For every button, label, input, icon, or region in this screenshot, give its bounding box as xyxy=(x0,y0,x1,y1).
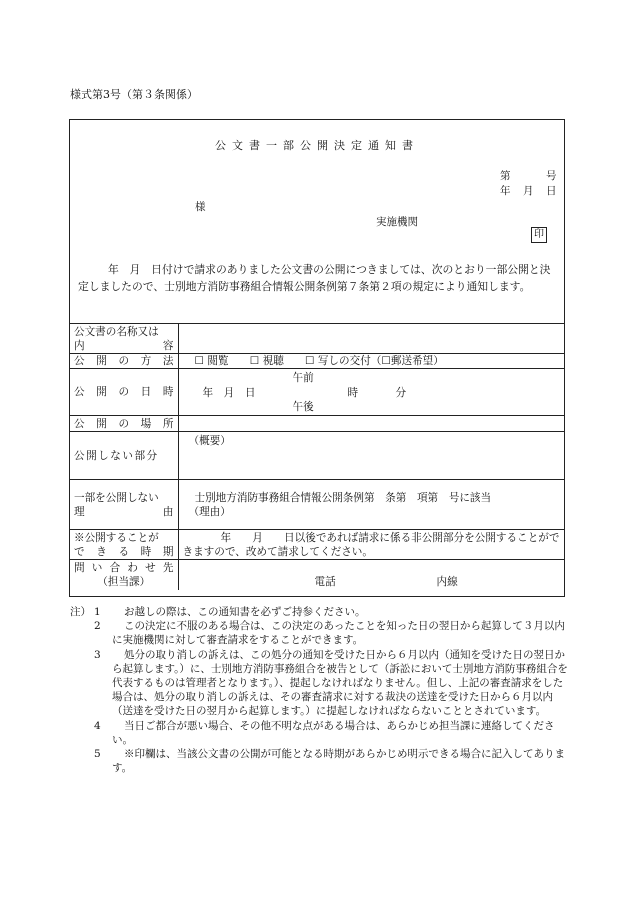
phone-label: 電話 xyxy=(314,576,336,588)
row-value-datetime[interactable] xyxy=(178,369,564,416)
body-paragraph: 年 月 日付けで請求のありました公文書の公開につきましては、次のとおり一部公開と決定しましたので、士別地方消防事務組合情報公開条例第７条第２項の規定により通知します。 xyxy=(78,263,551,293)
row-value-disclosure-time[interactable]: 年 月 日以後であれば請求に係る非公開部分を公開することができますので、改めて請求してください。 xyxy=(178,530,564,560)
date-line: 年 月 日 xyxy=(500,185,558,197)
notes-section xyxy=(70,605,570,775)
row-label-title: 公文書の名称又は 内 容 xyxy=(70,324,178,354)
number-line: 第 号 xyxy=(500,170,558,182)
row-value-title[interactable] xyxy=(178,324,564,354)
table-row xyxy=(70,560,564,590)
date-blank: 年 月 日 xyxy=(202,387,256,399)
note-item: 注） 1 お越しの際は、この通知書を必ずご持参ください。 xyxy=(70,606,366,618)
row-label-method: 公 開 の 方 法 xyxy=(70,354,178,369)
row-label-undisclosed: 公開しない部分 xyxy=(70,432,178,480)
row-value-contact[interactable] xyxy=(178,560,564,590)
table-row xyxy=(70,530,564,560)
agency-label: 実施機関 xyxy=(376,216,418,228)
detail-table xyxy=(70,323,564,590)
note-item: 2 この決定に不服のある場合は、この決定のあったことを知った日の翌日から起算して３月以内に実施機関に対して審査請求をすることができます。 xyxy=(94,620,565,647)
extension-label: 内線 xyxy=(436,576,458,588)
note-item: 3 処分の取り消しの訴えは、この処分の通知を受けた日から６月以内（通知を受けた日の翌日から起算します。）に、士別地方消防事務組合を被告として（訴訟において士別地方消防事務組合を代表するものは管理者となります。）、提起しなければなりません。但し、上記の審査請求をした場合は、処分の取り消しの訴えは、その審査請求に対する裁決の送達を受けた日から６月以内（送達を受けた日の翌月から起算します。）に提起しなければならないこととされています。 xyxy=(94,648,568,718)
table-row xyxy=(70,324,564,354)
pm-label: 午後 xyxy=(292,401,314,413)
am-label: 午前 xyxy=(292,372,314,384)
notice-frame xyxy=(69,119,565,597)
table-row xyxy=(70,432,564,480)
row-label-datetime: 公 開 の 日 時 xyxy=(70,369,178,416)
row-label-contact: 問 い 合 わ せ 先 （担当課） xyxy=(70,560,178,590)
hour-label: 時 xyxy=(347,387,359,399)
row-label-place: 公 開 の 場 所 xyxy=(70,416,178,432)
addressee: 様 xyxy=(195,201,206,213)
table-row xyxy=(70,369,564,416)
row-label-reason: 一部を公開しない 理 由 xyxy=(70,480,178,530)
document-title: 公文書一部公開決定通知書 xyxy=(215,139,419,152)
form-label: 様式第3号（第３条関係） xyxy=(70,88,198,101)
minute-label: 分 xyxy=(395,387,407,399)
table-row xyxy=(70,354,564,369)
row-value-place[interactable] xyxy=(178,416,564,432)
row-value-undisclosed[interactable]: （概要） xyxy=(178,432,564,480)
note-item: 5 ※印欄は、当該公文書の公開が可能となる時期があらかじめ明示できる場合に記入してあります。 xyxy=(94,748,565,775)
seal-icon: 印 xyxy=(531,227,547,243)
row-label-disclosure-time: ※公開することが で き る 時 期 xyxy=(70,530,178,560)
row-value-reason[interactable]: 士別地方消防事務組合情報公開条例第 条第 項第 号に該当 （理由） xyxy=(178,480,564,530)
table-row xyxy=(70,416,564,432)
row-value-method[interactable]: ☐ 閲覧 ☐ 視聴 ☐ 写しの交付（☐郵送希望） xyxy=(178,354,564,369)
table-row xyxy=(70,480,564,530)
note-item: 4 当日ご都合が悪い場合、その他不明な点がある場合は、あらかじめ担当課に連絡してください。 xyxy=(94,719,555,746)
